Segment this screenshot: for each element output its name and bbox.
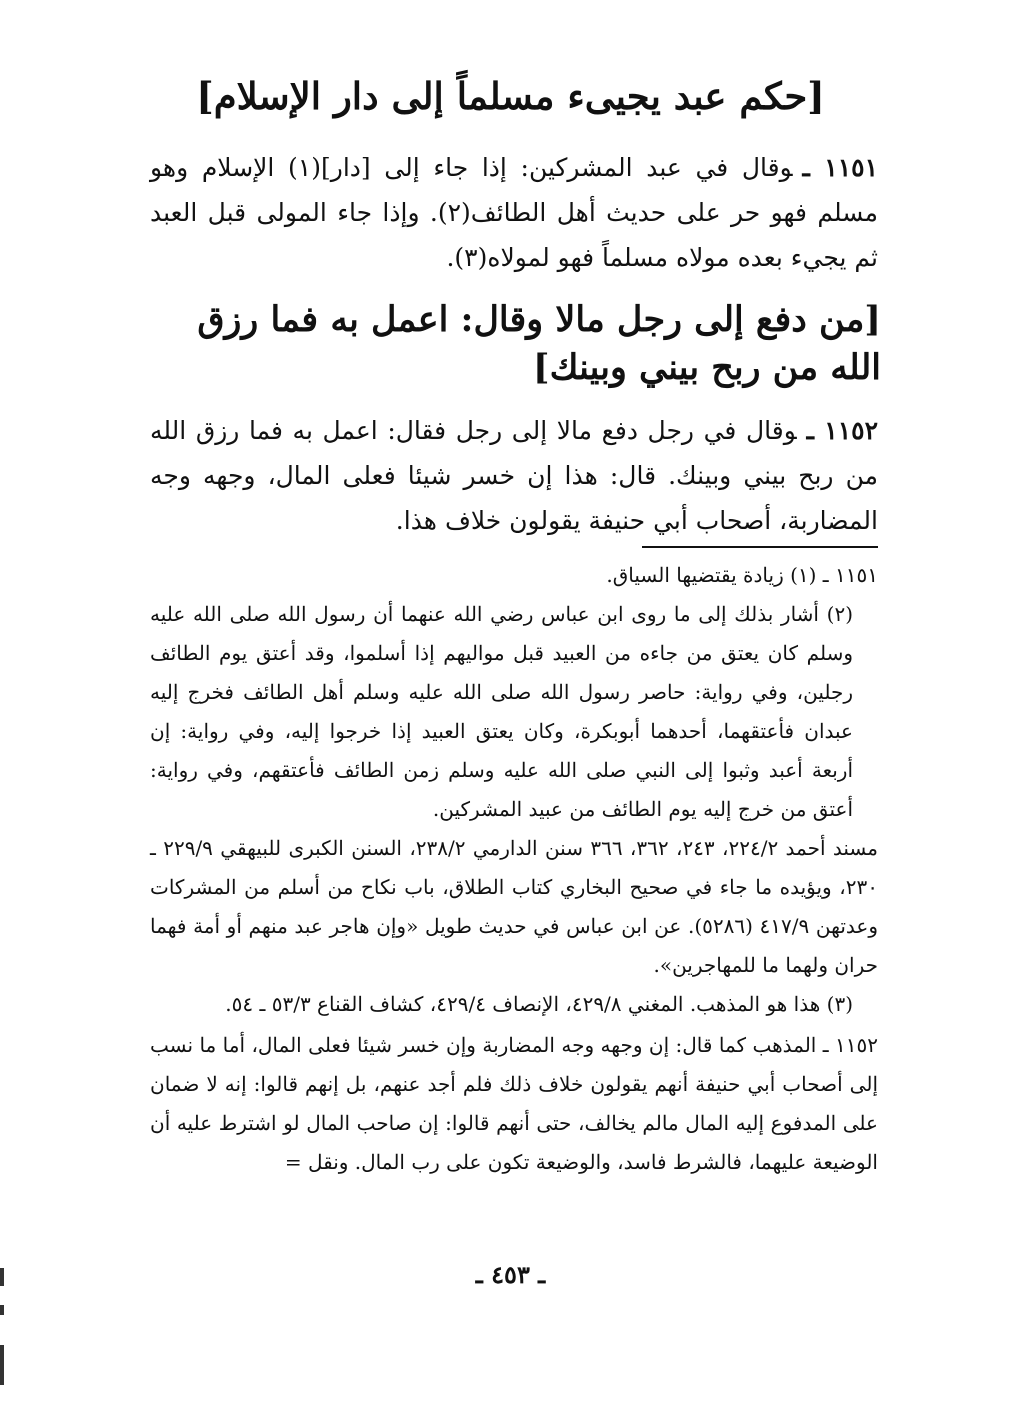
- footnote-divider: [642, 546, 878, 548]
- page-number: ـ ٤٥٣ ـ: [475, 1260, 546, 1289]
- scan-edge-mark: [0, 1305, 4, 1315]
- paragraph-number: ١١٥٢ ـ: [806, 416, 878, 445]
- scan-edge-mark: [0, 1345, 4, 1385]
- footnote-1151-3: (٣) هذا هو المذهب. المغني ٤٢٩/٨، الإنصاف ٤٢٩/٤، كشاف القناع ٥٣/٣ ـ ٥٤.: [225, 992, 853, 1016]
- section-heading-1: [حكم عبد يجيىء مسلماً إلى دار الإسلام]: [196, 74, 825, 118]
- footnote-1151-2: (٢) أشار بذلك إلى ما روى ابن عباس رضي الله عنهما أن رسول الله صلى الله عليه وسلم كان يعتق من جاءه من العبيد قبل مواليهم إذا أسلموا، وقد أعتق يوم الطائف رجلين، وفي رواية: حاصر رسول الله صلى الله عليه وسلم أهل الطائف فخرج إليه عبدان فأعتقهما، أحدهما أبوبكرة، وكان يعتق العبيد إذا خرجوا إليه، وفي رواية: إن أربعة أعبد وثبوا إلى النبي صلى الله عليه وسلم زمن الطائف فأعتقهم، وفي رواية: أعتق من خرج إليه يوم الطائف من عبيد المشركين.: [150, 602, 853, 821]
- section-heading-2: [من دفع إلى رجل مالا وقال: اعمل به فما رزق الله من ربح بيني وبينك]: [197, 299, 881, 388]
- footnote-1151-1: ١١٥١ ـ (١) زيادة يقتضيها السياق.: [606, 563, 878, 587]
- footnote-1152: ١١٥٢ ـ المذهب كما قال: إن وجهه وجه المضاربة وإن خسر شيئا فعلى المال، أما ما نسب إلى أصحاب أبي حنيفة أنهم يقولون خلاف ذلك فلم أجد عنهم، بل إنهم قالوا: إنه لا ضمان على المدفوع إليه المال مالم يخالف، حتى أنهم قالوا: إن صاحب المال لو اشترط عليه أن الوضيعة عليهما، فالشرط فاسد، والوضيعة تكون على رب المال. ونقل =: [150, 1033, 878, 1174]
- footnote-1151-2-sources: مسند أحمد ٢٢٤/٢، ٢٤٣، ٣٦٢، ٣٦٦ سنن الدارمي ٢٣٨/٢، السنن الكبرى للبيهقي ٢٢٩/٩ ـ ٢٣٠، ويؤيده ما جاء في صحيح البخاري كتاب الطلاق، باب نكاح من أسلم من المشركات وعدتهن ٤١٧/٩ (٥٢٨٦). عن ابن عباس في حديث طويل «وإن هاجر عبد منهم أو أمة فهما حران ولهما ما للمهاجرين».: [150, 836, 878, 977]
- scan-edge-mark: [0, 1268, 4, 1286]
- paragraph-text: وقال في عبد المشركين: إذا جاء إلى [دار](١) الإسلام وهو مسلم فهو حر على حديث أهل الطائف(٢). وإذا جاء المولى قبل العبد ثم يجيء بعده مولاه مسلماً فهو لمولاه(٣).: [150, 153, 878, 272]
- paragraph-text: وقال في رجل دفع مالا إلى رجل فقال: اعمل به فما رزق الله من ربح بيني وبينك. قال: هذا إن خسر شيئا فعلى المال، وجهه وجه المضاربة، أصحاب أبي حنيفة يقولون خلاف هذا.: [150, 416, 878, 535]
- paragraph-1152: [150, 408, 878, 543]
- paragraph-1151: [150, 145, 878, 280]
- paragraph-number: ١١٥١ ـ: [802, 153, 879, 182]
- footnotes: [150, 556, 878, 1182]
